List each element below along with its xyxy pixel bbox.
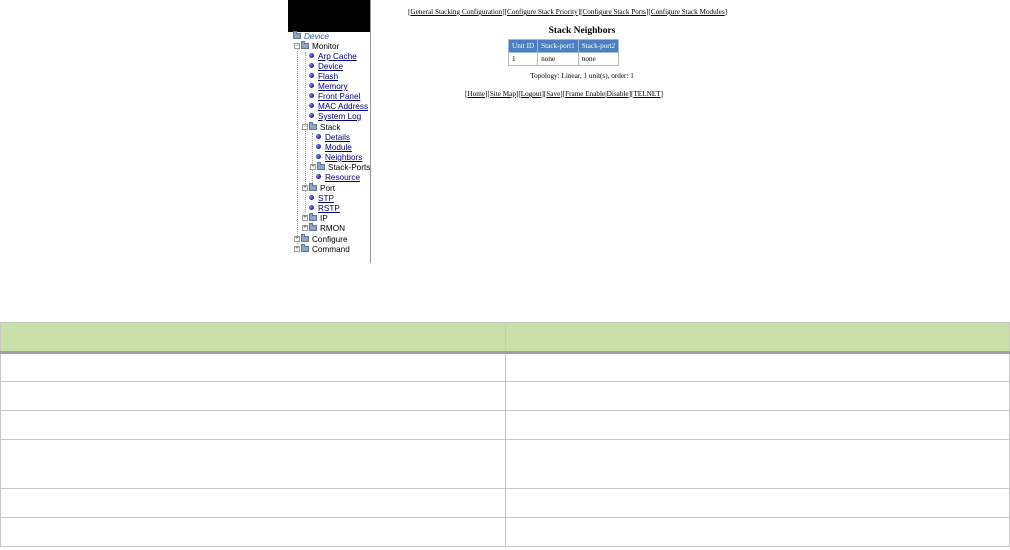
page-bullet-icon [309, 63, 314, 68]
page-bullet-icon [309, 83, 314, 88]
folder-icon [301, 43, 309, 49]
link-frame-enable[interactable]: Frame Enable [565, 90, 606, 98]
page-bullet-icon [309, 113, 314, 118]
table-row [1, 440, 1010, 489]
tree-item-details[interactable]: Details [316, 133, 350, 143]
table-header-row [509, 40, 619, 53]
expand-icon[interactable]: + [303, 224, 307, 231]
expand-icon[interactable]: + [295, 245, 299, 252]
tree-item-device[interactable]: Device [309, 62, 343, 72]
link-telnet[interactable]: TELNET [633, 90, 661, 98]
page-bullet-icon [309, 53, 314, 58]
tree-item-arp-cache[interactable]: Arp Cache [309, 52, 357, 62]
tree-item-mac-address[interactable]: MAC Address [309, 102, 368, 112]
link-home[interactable]: Home [467, 90, 485, 98]
tree-folder-rmon[interactable]: + RMON [303, 224, 346, 233]
cell-stack-port2: none [578, 53, 619, 66]
table-cell [1, 353, 506, 382]
table-cell [506, 353, 1010, 382]
tree-folder-configure[interactable]: + Configure [295, 235, 348, 244]
column-header-stack-port2: Stack-port2 [578, 40, 619, 53]
table-cell [506, 518, 1010, 547]
nav-banner [288, 0, 370, 32]
tree-item-front-panel[interactable]: Front Panel [309, 92, 360, 102]
main-content-frame [372, 0, 752, 110]
collapse-icon[interactable]: − [295, 42, 299, 49]
page-bullet-icon [316, 144, 321, 149]
table-cell [1, 411, 506, 440]
table-cell [506, 382, 1010, 411]
table-cell [506, 440, 1010, 489]
expand-icon[interactable]: + [311, 163, 315, 170]
footer-links: [Home][Site Map][Logout][Save][Frame Enable|Disable][TELNET] [465, 90, 663, 98]
table-cell [1, 440, 506, 489]
topology-status: Topology: Linear, 1 unit(s), order: 1 [530, 72, 634, 80]
folder-icon [309, 124, 317, 130]
folder-icon [293, 33, 301, 39]
table-row [509, 53, 619, 66]
tree-item-rstp[interactable]: RSTP [309, 204, 340, 214]
folder-icon [309, 215, 317, 221]
link-configure-stack-priority[interactable]: Configure Stack Priority [507, 8, 578, 16]
table-row [1, 518, 1010, 547]
table-row [1, 489, 1010, 518]
link-configure-stack-modules[interactable]: Configure Stack Modules [650, 8, 725, 16]
page-bullet-icon [316, 174, 321, 179]
page-bullet-icon [309, 195, 314, 200]
table-cell [1, 489, 506, 518]
tree-folder-command[interactable]: + Command [295, 245, 350, 254]
navigation-tree-frame [288, 0, 371, 263]
cell-stack-port1: none [538, 53, 579, 66]
tree-item-flash[interactable]: Flash [309, 72, 338, 82]
tree-folder-stack[interactable]: − Stack [303, 123, 341, 132]
expand-icon[interactable]: + [295, 235, 299, 242]
tree-folder-ip[interactable]: + IP [303, 214, 328, 223]
folder-icon [309, 185, 317, 191]
page-title: Stack Neighbors [548, 26, 616, 36]
tree-item-module[interactable]: Module [316, 143, 352, 153]
folder-icon [317, 164, 325, 170]
page-bullet-icon [316, 134, 321, 139]
link-configure-stack-ports[interactable]: Configure Stack Ports [582, 8, 646, 16]
column-header-stack-port1: Stack-port1 [538, 40, 579, 53]
tree-item-memory[interactable]: Memory [309, 82, 348, 92]
stacking-config-links: [General Stacking Configuration][Configure Stack Priority][Configure Stack Ports][Configure Stack Modules] [408, 8, 728, 16]
tree-root-device[interactable]: Device [293, 32, 329, 42]
table-cell [506, 411, 1010, 440]
column-header-unit-id: Unit ID [509, 40, 538, 53]
table-header-row [1, 323, 1010, 353]
expand-icon[interactable]: + [303, 184, 307, 191]
table-row [1, 382, 1010, 411]
link-save[interactable]: Save [546, 90, 561, 98]
page-bullet-icon [309, 205, 314, 210]
folder-icon [301, 246, 309, 252]
collapse-icon[interactable]: − [303, 123, 307, 130]
page-bullet-icon [309, 93, 314, 98]
table-cell [1, 382, 506, 411]
table-cell [506, 489, 1010, 518]
table-row [1, 411, 1010, 440]
link-logout[interactable]: Logout [520, 90, 542, 98]
tree-item-system-log[interactable]: System Log [309, 112, 361, 122]
tree-item-neighbors[interactable]: Neighbors [316, 153, 362, 163]
link-site-map[interactable]: Site Map [489, 90, 516, 98]
tree-folder-monitor[interactable]: − Monitor [295, 42, 340, 51]
link-disable[interactable]: Disable [606, 90, 629, 98]
page-bullet-icon [309, 73, 314, 78]
table-row [1, 353, 1010, 382]
table-cell [1, 518, 506, 547]
page-bullet-icon [316, 154, 321, 159]
tree-folder-stack-ports[interactable]: + Stack-Ports [311, 163, 371, 172]
column-header-left [1, 323, 506, 353]
expand-icon[interactable]: + [303, 214, 307, 221]
page-bullet-icon [309, 103, 314, 108]
cell-unit-id: 1 [509, 53, 538, 66]
tree-folder-port[interactable]: + Port [303, 184, 336, 193]
description-table [0, 322, 1010, 547]
folder-icon [301, 236, 309, 242]
column-header-right [506, 323, 1010, 353]
link-general-stacking-configuration[interactable]: General Stacking Configuration [410, 8, 503, 16]
folder-icon [309, 225, 317, 231]
tree-item-resource[interactable]: Resource [316, 173, 360, 183]
stack-neighbors-table [508, 39, 619, 66]
tree-item-stp[interactable]: STP [309, 194, 334, 204]
